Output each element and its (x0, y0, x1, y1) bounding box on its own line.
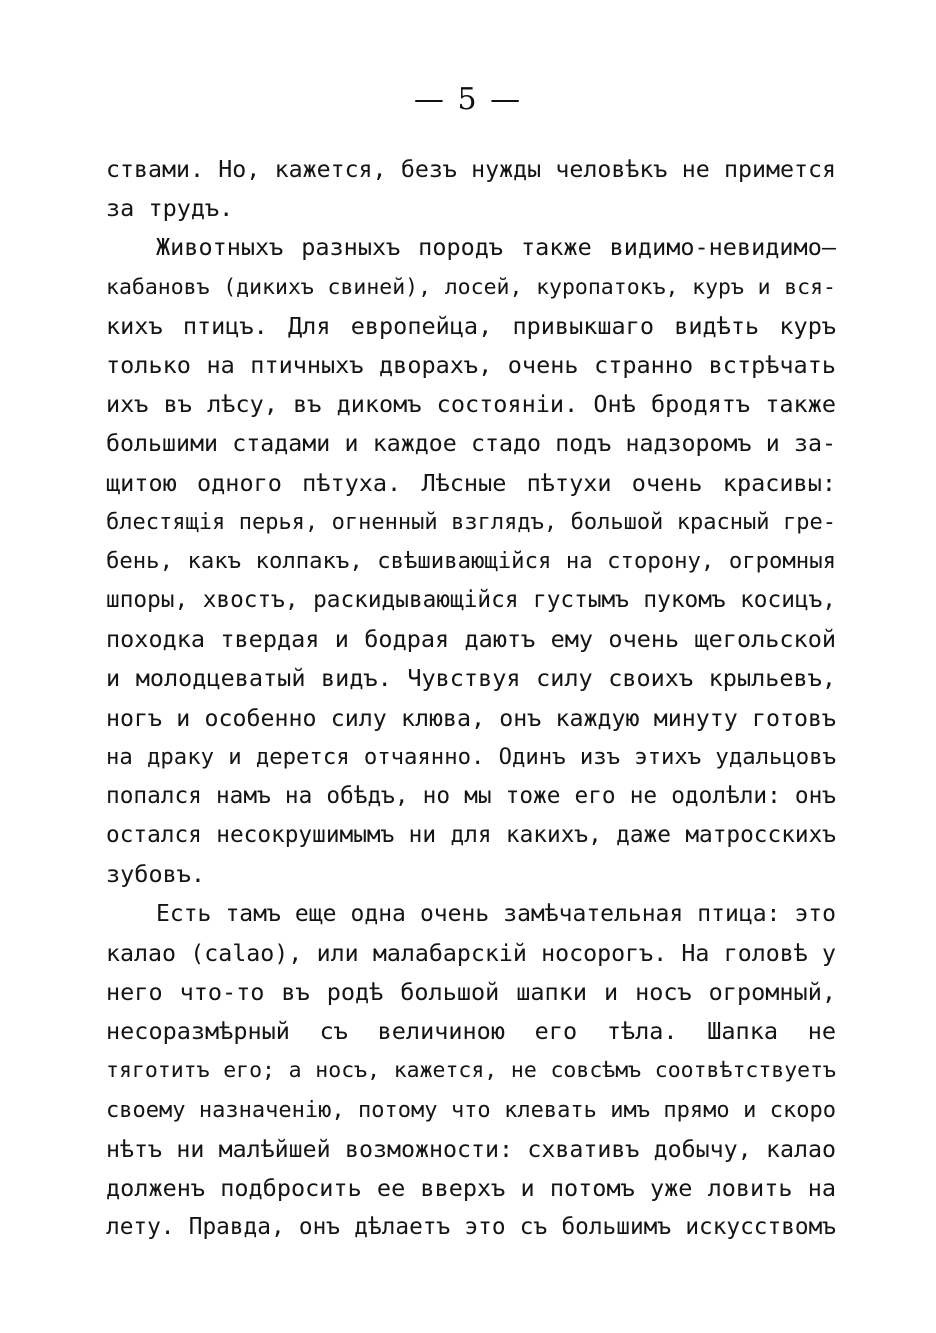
text-line: Есть тамъ еще одна очень замѣчательная птица: это (156, 900, 836, 927)
text-line: тяготитъ его; а носъ, кажется, не совсѣмъ соотвѣтствуетъ (106, 1058, 836, 1084)
text-line: ствами. Но, кажется, безъ нужды человѣкъ не примется (106, 156, 836, 183)
body-text (106, 150, 836, 1247)
text-line: шпоры, хвостъ, раскидывающійся густымъ пукомъ косицъ, (106, 587, 836, 614)
text-line: зубовъ. (106, 860, 206, 889)
text-line: нѣтъ ни малѣйшей возможности: схвативъ добычу, калао (106, 1135, 836, 1163)
text-line: лету. Правда, онъ дѣлаетъ это съ большимъ искусствомъ (106, 1214, 836, 1241)
text-line: своему назначенію, потому что клевать имъ прямо и скоро (106, 1097, 836, 1123)
text-line: него что-то въ родѣ большой шапки и носъ огромный, (106, 977, 836, 1006)
page-number: — 5 — (413, 82, 523, 117)
text-line: Животныхъ разныхъ породъ также видимо-невидимо— (156, 233, 836, 262)
text-line: только на птичныхъ дворахъ, очень странно встрѣчать (106, 350, 836, 379)
text-line: ихъ въ лѣсу, въ дикомъ состояніи. Онѣ бродятъ также (106, 390, 836, 419)
text-line: за трудъ. (106, 194, 234, 223)
text-line: кабановъ (дикихъ свиней), лосей, куропатокъ, куръ и вся- (106, 274, 836, 300)
text-line: кихъ птицъ. Для европейца, привыкшаго видѣть куръ (106, 311, 836, 340)
text-line: долженъ подбросить ее вверхъ и потомъ уже ловить на (106, 1173, 836, 1202)
text-line: бень, какъ колпакъ, свѣшивающійся на сторону, огромныя (106, 547, 836, 574)
text-line: остался несокрушимымъ ни для какихъ, даже матросскихъ (106, 822, 836, 849)
text-line: и молодцеватый видъ. Чувствуя силу своихъ крыльевъ, (106, 664, 836, 693)
text-line: на драку и дерется отчаянно. Одинъ изъ этихъ удальцовъ (106, 743, 836, 770)
text-line: щитою одного пѣтуха. Лѣсные пѣтухи очень красивы: (106, 468, 836, 497)
text-line: блестящія перья, огненный взглядъ, большой красный гре- (106, 509, 836, 535)
text-line: калао (calao), или малабарскій носорогъ. На головѣ у (106, 939, 836, 967)
text-line: несоразмѣрный съ величиною его тѣла. Шапка не (106, 1017, 836, 1046)
text-line: большими стадами и каждое стадо подъ надзоромъ и за- (106, 430, 836, 458)
text-line: ногъ и особенно силу клюва, онъ каждую минуту готовъ (106, 704, 836, 732)
text-line: попался намъ на обѣдъ, но мы тоже его не одолѣли: онъ (106, 783, 836, 809)
text-line: походка твердая и бодрая даютъ ему очень щегольской (106, 625, 836, 654)
